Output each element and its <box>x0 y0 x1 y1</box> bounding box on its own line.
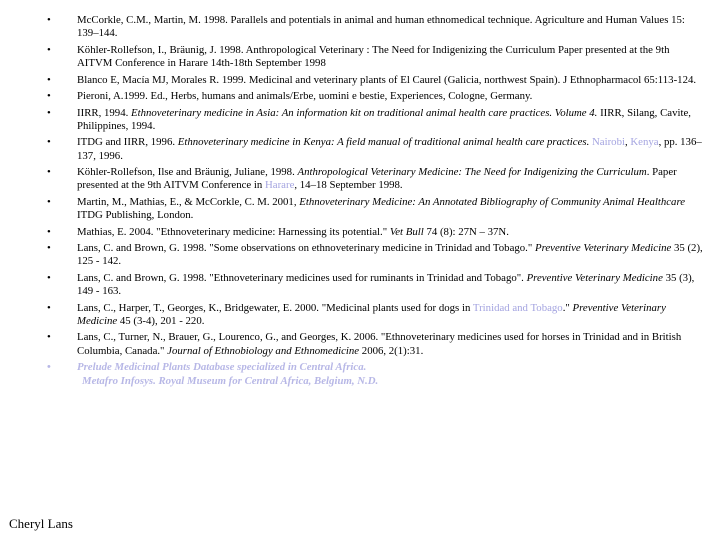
author-name: Cheryl Lans <box>9 516 73 531</box>
reference-text: McCorkle, C.M., Martin, M. 1998. Parallels and potentials in animal and human ethnomedical technique. Agriculture and Human Values 15: 139–144. <box>77 14 685 40</box>
reference-text: , pp. 136–137, 1996. <box>77 136 702 162</box>
reference-text: , <box>624 136 631 149</box>
reference-text: 2006, 2(1):31. <box>359 344 424 357</box>
reference-title: Preventive Veterinary Medicine <box>534 242 672 255</box>
place-link[interactable]: Kenya <box>630 136 659 149</box>
reference-text: Köhler-Rollefson, Ilse and Bräunig, Juliane, 1998. <box>77 166 298 179</box>
reference-text: Köhler-Rollefson, I., Bräunig, J. 1998. Anthropological Veterinary : The Need for Indigenizing the Curriculum Paper presented at the 9th AITVM Conference in Harare 14th-18th September 1998 <box>77 43 670 70</box>
reference-text: 74 (8): 27N – 37N. <box>423 225 509 238</box>
place-link[interactable]: Nairobi <box>591 136 625 149</box>
reference-title: Preventive Veterinary Medicine <box>77 301 666 327</box>
reference-item <box>42 272 706 299</box>
reference-title: Ethnoveterinary Medicine: An Annotated Bibliography of Community Animal Healthcare <box>299 195 686 208</box>
reference-title: Anthropological Veterinary Medicine: The Need for Indigenizing the Curriculum <box>297 166 647 179</box>
reference-item <box>42 14 706 41</box>
reference-list <box>42 14 706 391</box>
reference-text: 45 (3-4), 201 - 220. <box>117 315 205 327</box>
bullet-icon: • <box>47 136 51 149</box>
bullet-icon: • <box>47 331 51 344</box>
reference-text: Blanco E, Macía MJ, Morales R. 1999. Medicinal and veterinary plants of El Caurel (Galicia, northwest Spain). J Ethnopharmacol 65:113-124. <box>77 73 697 86</box>
bullet-icon: • <box>47 106 51 119</box>
reference-text: Lans, C., Harper, T., Georges, K., Bridgewater, E. 2000. "Medicinal plants used for dogs in <box>77 301 473 314</box>
bullet-icon: • <box>47 43 51 56</box>
bullet-icon: • <box>47 301 51 314</box>
bullet-icon: • <box>47 242 51 255</box>
reference-item-faded <box>42 361 706 388</box>
place-link[interactable]: Harare <box>265 179 295 192</box>
reference-title: Ethnoveterinary medicine in Asia: An information kit on traditional animal health care practices. Volume 4. <box>130 106 598 119</box>
bullet-icon: • <box>47 225 51 238</box>
reference-text: ITDG and IIRR, 1996. <box>77 136 178 149</box>
bullet-icon: • <box>47 195 51 208</box>
faded-reference-line-1: Prelude Medicinal Plants Database specialized in Central Africa. <box>77 361 367 374</box>
reference-text: , 14–18 September 1998. <box>294 179 403 192</box>
reference-item <box>42 302 706 329</box>
faded-reference-line-2: Metafro Infosys. Royal Museum for Central Africa, Belgium, N.D. <box>82 374 379 387</box>
reference-item <box>42 242 706 269</box>
reference-text: ITDG Publishing, London. <box>77 209 194 222</box>
reference-text: ." <box>562 301 573 314</box>
reference-text: Lans, C., Turner, N., Brauer, G., Lourenco, G., and Georges, K. 2006. "Ethnoveterinary medicines used for horses in Trinidad and in British Columbia, Canada." <box>77 331 682 357</box>
reference-text: Lans, C. and Brown, G. 1998. "Ethnoveterinary medicines used for ruminants in Trinidad and Tobago". <box>77 271 527 284</box>
reference-item <box>42 74 706 87</box>
place-link[interactable]: Trinidad and Tobago <box>472 301 563 314</box>
reference-text: 35 (2), 125 - 142. <box>77 242 703 268</box>
reference-item <box>42 136 706 163</box>
reference-item <box>42 107 706 134</box>
bullet-icon: • <box>47 271 51 284</box>
reference-text: IIRR, 1994. <box>77 106 131 119</box>
bullet-icon: • <box>47 166 51 179</box>
reference-title: Journal of Ethnobiology and Ethnomedicine <box>167 344 360 357</box>
reference-item <box>42 196 706 223</box>
bullet-icon: • <box>47 361 51 374</box>
reference-text: . Paper presented at the 9th AITVM Conference in <box>77 166 677 192</box>
reference-text: Pieroni, A.1999. Ed., Herbs, humans and animals/Erbe, uomini e bestie, Experiences, Cologne, Germany. <box>77 90 533 103</box>
reference-title: Ethnoveterinary medicine in Kenya: A field manual of traditional animal health care practices. <box>177 136 590 149</box>
reference-title: Vet Bull <box>389 225 424 238</box>
bullet-icon: • <box>47 14 51 26</box>
reference-item <box>42 90 706 103</box>
reference-title: Preventive Veterinary Medicine <box>526 271 663 284</box>
reference-text: Lans, C. and Brown, G. 1998. "Some observations on ethnoveterinary medicine in Trinidad and Tobago." <box>77 242 535 255</box>
reference-item <box>42 331 706 358</box>
reference-text: 35 (3), 149 - 163. <box>77 271 695 298</box>
reference-text: Mathias, E. 2004. "Ethnoveterinary medicine: Harnessing its potential." <box>77 225 390 238</box>
reference-item <box>42 44 706 71</box>
bullet-icon: • <box>47 73 51 86</box>
bullet-icon: • <box>47 90 51 103</box>
reference-item <box>42 166 706 193</box>
reference-item <box>42 226 706 239</box>
reference-text: IIRR, Silang, Cavite, Philippines, 1994. <box>77 106 691 132</box>
reference-text: Martin, M., Mathias, E., & McCorkle, C. M. 2001, <box>77 195 300 208</box>
